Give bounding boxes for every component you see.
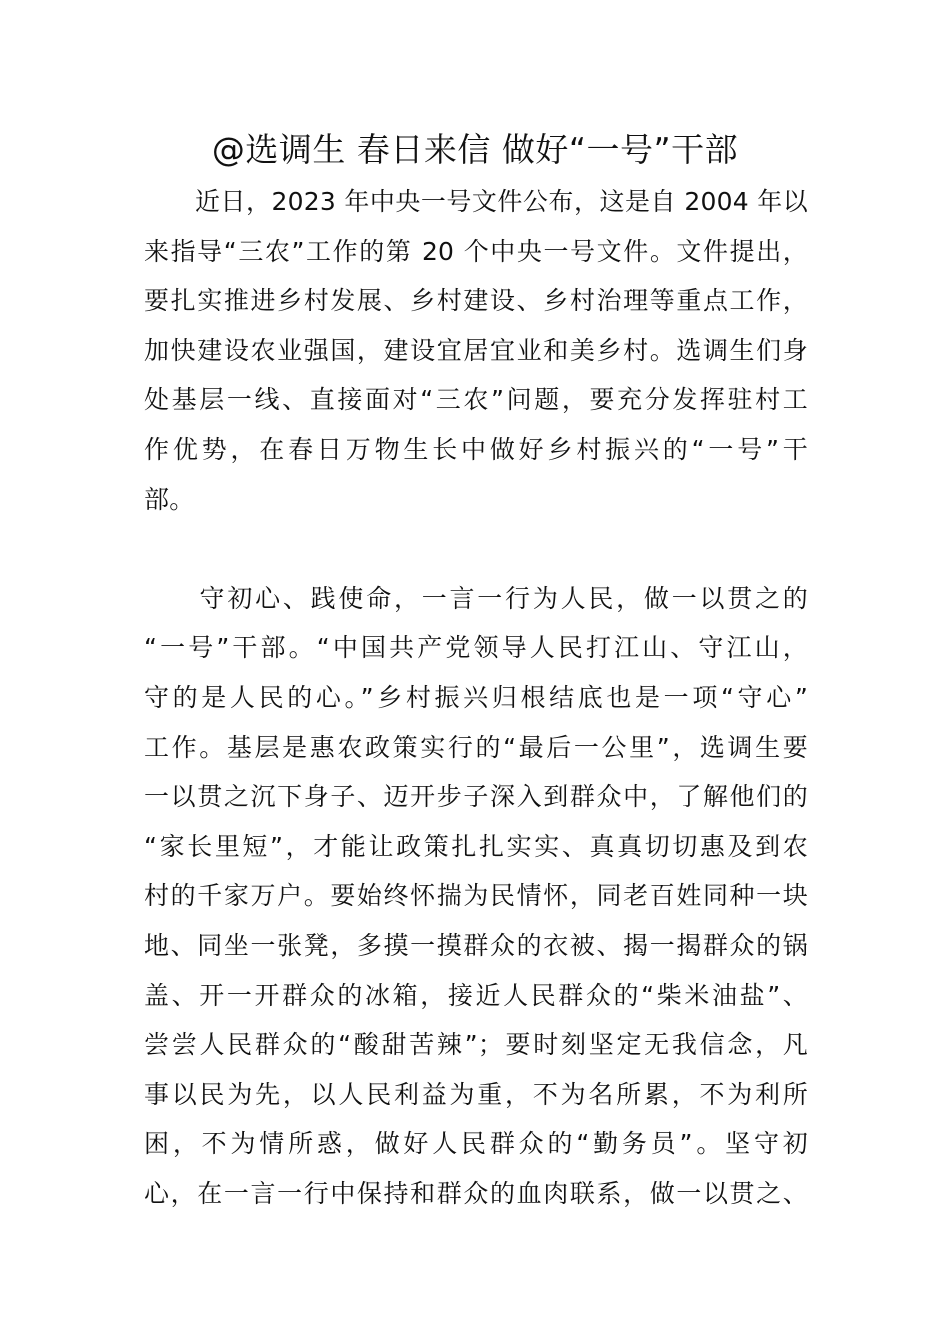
text-line: 村的千家万户。要始终怀揣为民情怀，同老百姓同种一块: [144, 881, 808, 911]
text-line: “家长里短”，才能让政策扎扎实实、真真切切惠及到农: [144, 831, 808, 861]
paragraph-1: [144, 177, 808, 524]
text-line: 尝尝人民群众的“酸甜苦辣”；要时刻坚定无我信念，凡: [144, 1030, 808, 1060]
text-line: 部。: [144, 484, 195, 514]
text-line: 加快建设农业强国，建设宜居宜业和美乡村。选调生们身: [144, 335, 808, 365]
text-line: 近日，2023 年中央一号文件公布，这是自 2004 年以: [144, 187, 808, 216]
text-line: 事以民为先，以人民利益为重，不为名所累，不为利所: [144, 1079, 808, 1109]
text-line: 心，在一言一行中保持和群众的血肉联系，做一以贯之、: [144, 1178, 808, 1208]
text-line: 作优势，在春日万物生长中做好乡村振兴的“一号”干: [144, 434, 808, 464]
text-line: 地、同坐一张凳，多摸一摸群众的衣被、揭一揭群众的锅: [144, 930, 808, 960]
paragraph-spacer: [144, 524, 808, 574]
text-line: “一号”干部。“中国共产党领导人民打江山、守江山，: [144, 633, 808, 663]
text-line: 困，不为情所惑，做好人民群众的“勤务员”。坚守初: [144, 1129, 808, 1159]
text-line: 工作。基层是惠农政策实行的“最后一公里”，选调生要: [144, 732, 808, 762]
document-title: @选调生 春日来信 做好“一号”干部: [211, 130, 739, 169]
text-line: 处基层一线、直接面对“三农”问题，要充分发挥驻村工: [144, 385, 808, 415]
text-line: 来指导“三农”工作的第 20 个中央一号文件。文件提出，: [144, 236, 808, 266]
document-body: [144, 177, 808, 1218]
paragraph-2: [144, 574, 808, 1219]
text-line: 守的是人民的心。”乡村振兴归根结底也是一项“守心”: [144, 682, 808, 712]
text-line: 一以贯之沉下身子、迈开步子深入到群众中，了解他们的: [144, 782, 808, 812]
text-line: 守初心、践使命，一言一行为人民，做一以贯之的: [144, 583, 808, 613]
text-line: 要扎实推进乡村发展、乡村建设、乡村治理等重点工作，: [144, 286, 808, 316]
text-line: 盖、开一开群众的冰箱，接近人民群众的“柴米油盐”、: [144, 980, 808, 1010]
